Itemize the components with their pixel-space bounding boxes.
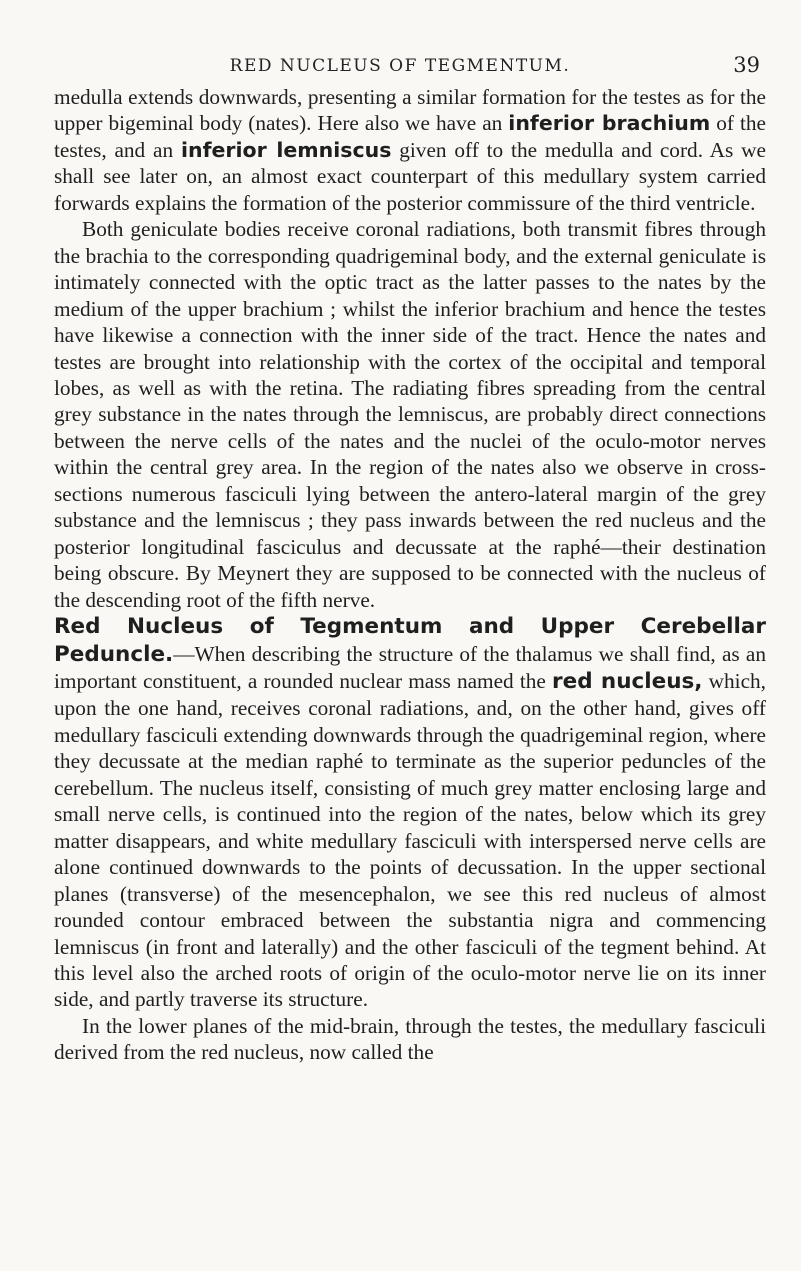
paragraph-1-text-a: medulla extends downwards, presenting a similar formation for the testes as for the upper bigeminal body (nates). Here also we have an <box>54 85 766 136</box>
term-red-nucleus: red nucleus, <box>552 668 703 694</box>
paragraph-1 <box>54 84 766 216</box>
paragraph-3-text-b: which, upon the one hand, receives coronal radiations, and, on the other hand, gives off medullary fasciculi extending downwards through the quadrigeminal region, where they decussate at the median raphé to terminate as the superior peduncles of the cerebellum. The nucleus itself, consisting of much grey matter enclosing large and small nerve cells, is continued into the region of the nates, below which its grey matter disappears, and white medullary fasciculi with interspersed nerve cells are alone continued downwards to the points of decussation. In the upper sectional planes (transverse) of the mesencephalon, we see this red nucleus of almost rounded contour embraced between the substantia nigra and commencing lemniscus (in front and laterally) and the other fasciculi of the tegment behind. At this level also the arched roots of origin of the oculo-motor nerve lie on its inner side, and partly traverse its structure. <box>54 668 766 1012</box>
term-inferior-lemniscus: inferior lemniscus <box>180 137 392 162</box>
body-text <box>54 84 766 1066</box>
paragraph-4: In the lower planes of the mid-brain, through the testes, the medullary fasciculi derived from the red nucleus, now called the <box>54 1013 766 1065</box>
paragraph-1-text-b: of the testes, and an <box>54 111 766 162</box>
paragraph-3-text-a: —When describing the structure of the thalamus we shall find, as an important constituent, a rounded nuclear mass named the <box>54 641 766 693</box>
paragraph-2: Both geniculate bodies receive coronal radiations, both transmit fibres through the brachia to the corresponding quadrigeminal body, and the external geniculate is intimately connected with the optic tract as the latter passes to the nates by the medium of the upper brachium ; whilst the inferior brachium and hence the testes have likewise a connection with the inner side of the tract. Hence the nates and testes are brought into relationship with the cortex of the occipital and temporal lobes, as well as with the retina. The radiating fibres spreading from the central grey substance in the nates through the lemniscus, are probably direct connections between the nerve cells of the nates and the nuclei of the oculo-motor nerves within the central grey area. In the region of the nates also we observe in cross-sections numerous fasciculi lying between the antero-lateral margin of the grey substance and the lemniscus ; they pass inwards between the red nucleus and the posterior longitudinal fasciculus and decussate at the raphé—their destination being obscure. By Meynert they are supposed to be connected with the nucleus of the descending root of the fifth nerve. <box>54 217 766 612</box>
running-head <box>40 53 760 86</box>
running-head-title: RED NUCLEUS OF TEGMENTUM. <box>229 56 571 76</box>
paragraph-1-text-c: given off to the medulla and cord. As we shall see later on, an almost exact counterpart of this medullary system carried forwards explains the formation of the posterior commissure of the third ventricle. <box>54 137 766 215</box>
term-inferior-brachium: inferior brachium <box>508 111 711 136</box>
page-number: 39 <box>733 53 760 77</box>
section-heading-red-nucleus: Red Nucleus of Tegmentum and Upper Cerebellar Peduncle. <box>54 614 766 667</box>
paragraph-3 <box>54 613 766 1013</box>
